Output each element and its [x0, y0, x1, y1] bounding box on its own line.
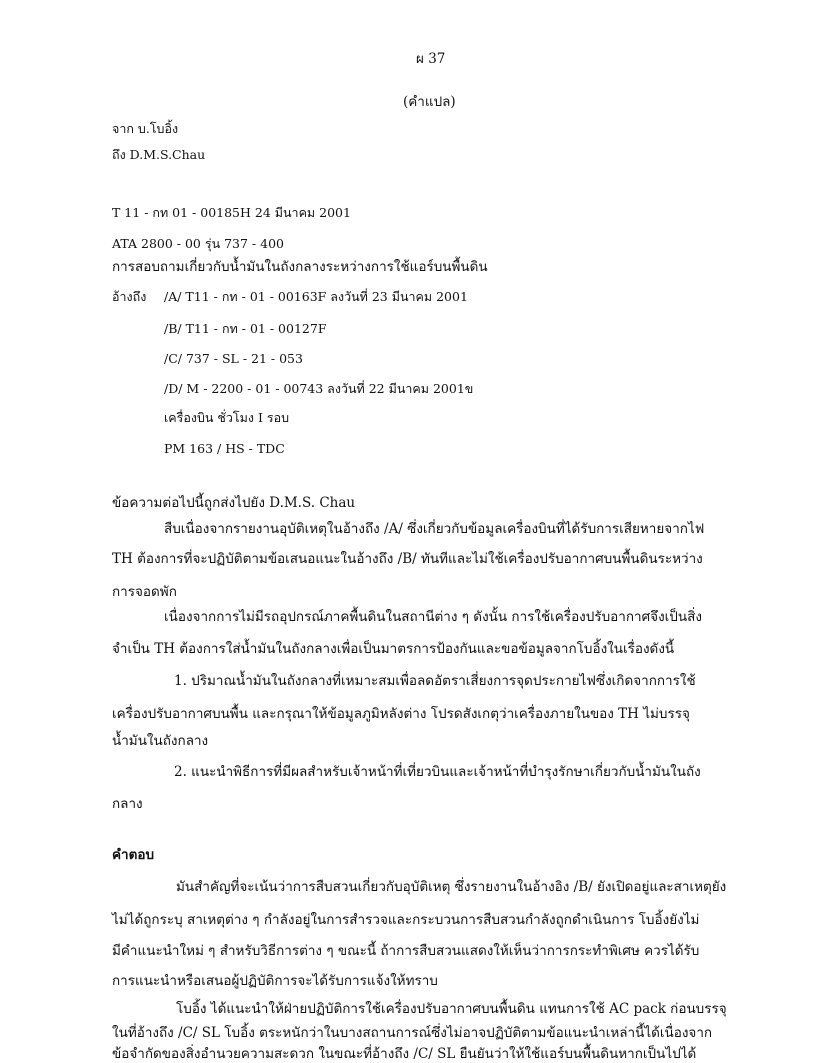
to-line: ถึง D.M.S.Chau	[112, 147, 206, 162]
body-line: จำเป็น TH ต้องการใส่น้ำมันในถังกลางเพื่อเป็นมาตรการป้องกันและขอข้อมูลจากโบอิ้งในเรื่องดังนี้	[112, 641, 675, 657]
answer-line: มีคำแนะนำใหม่ ๆ สำหรับวิธีการต่าง ๆ ขณะนี้ ถ้าการสืบสวนแสดงให้เห็นว่าการกระทำพิเศษ ควรได้รับ	[112, 943, 700, 959]
translation-label: (คำแปล)	[403, 94, 456, 110]
reference-c: /C/ 737 - SL - 21 - 053	[164, 351, 303, 366]
reference-aircraft-hours: เครื่องบิน ชั่วโมง I รอบ	[164, 410, 290, 425]
answer-line: ข้อจำกัดของสิ่งอำนวยความสะดวก ในขณะที่อ้างถึง /C/ SL ยืนยันว่าให้ใช้แอร์บนพื้นดินหากเป็นไปได้	[112, 1046, 697, 1062]
ata-line: ATA 2800 - 00 รุ่น 737 - 400	[112, 236, 284, 251]
body-line: การจอดพัก	[112, 584, 177, 600]
body-line: กลาง	[112, 796, 143, 812]
subject-line: การสอบถามเกี่ยวกับน้ำมันในถังกลางระหว่างการใช้แอร์บนพื้นดิน	[112, 259, 488, 275]
answer-line: โบอิ้ง ได้แนะนำให้ฝ่ายปฏิบัติการใช้เครื่องปรับอากาศบนพื้นดิน แทนการใช้ AC pack ก่อนบรรจุ	[176, 1001, 727, 1017]
body-line: เนื่องจากการไม่มีรถอุปกรณ์ภาคพื้นดินในสถานีต่าง ๆ ดังนั้น การใช้เครื่องปรับอากาศจึงเป็นสิ่ง	[164, 609, 702, 625]
answer-line: การแนะนำหรือเสนอผู้ปฏิบัติการจะได้รับการแจ้งให้ทราบ	[112, 973, 438, 989]
body-line: สืบเนื่องจากรายงานอุบัติเหตุในอ้างถึง /A/ ซึ่งเกี่ยวกับข้อมูลเครื่องบินที่ได้รับการเสียหายจากไฟ	[164, 521, 705, 537]
body-line: TH ต้องการที่จะปฏิบัติตามข้อเสนอแนะในอ้างถึง /B/ ทันทีและไม่ใช้เครื่องปรับอากาศบนพื้นดินระหว่าง	[112, 551, 703, 567]
reference-a: /A/ T11 - กท - 01 - 00163F ลงวันที่ 23 มีนาคม 2001	[164, 289, 468, 304]
answer-heading: คำตอบ	[112, 847, 155, 863]
body-line: น้ำมันในถังกลาง	[112, 733, 209, 749]
from-line: จาก บ.โบอิ้ง	[112, 121, 179, 136]
body-line: ข้อความต่อไปนี้ถูกส่งไปยัง D.M.S. Chau	[112, 495, 356, 511]
body-line: 2. แนะนำพิธีการที่มีผลสำหรับเจ้าหน้าที่เที่ยวบินและเจ้าหน้าที่บำรุงรักษาเกี่ยวกับน้ำมันในถัง	[174, 764, 701, 780]
reference-pm: PM 163 / HS - TDC	[164, 441, 285, 456]
answer-line: ไม่ได้ถูกระบุ สาเหตุต่าง ๆ กำลังอยู่ในการสำรวจและกระบวนการสืบสวนกำลังถูกดำเนินการ โบอิ้งยังไม่	[112, 912, 700, 928]
body-line: เครื่องปรับอากาศบนพื้น และกรุณาให้ข้อมูลภูมิหลังต่าง โปรดสังเกตุว่าเครื่องภายในของ TH ไม่บรรจุ	[112, 706, 690, 722]
page-number: ผ 37	[416, 51, 446, 67]
answer-line: ในที่อ้างถึง /C/ SL โบอิ้ง ตระหนักว่าในบางสถานการณ์ซึ่งไม่อาจปฏิบัติตามข้อแนะนำเหล่านี้ได้เนื่องจาก	[112, 1025, 713, 1041]
body-line: 1. ปริมาณน้ำมันในถังกลางที่เหมาะสมเพื่อลดอัตราเสี่ยงการจุดประกายไฟซึ่งเกิดจากการใช้	[174, 673, 696, 689]
references-label: อ้างถึง	[112, 289, 147, 304]
reference-b: /B/ T11 - กท - 01 - 00127F	[164, 321, 327, 336]
reference-d: /D/ M - 2200 - 01 - 00743 ลงวันที่ 22 มีนาคม 2001ข	[164, 381, 474, 396]
reference-number: T 11 - กท 01 - 00185H 24 มีนาคม 2001	[112, 205, 351, 220]
answer-line: มันสำคัญที่จะเน้นว่าการสืบสวนเกี่ยวกับอุบัติเหตุ ซึ่งรายงานในอ้างอิง /B/ ยังเปิดอยู่และสาเหตุยัง	[176, 879, 727, 895]
